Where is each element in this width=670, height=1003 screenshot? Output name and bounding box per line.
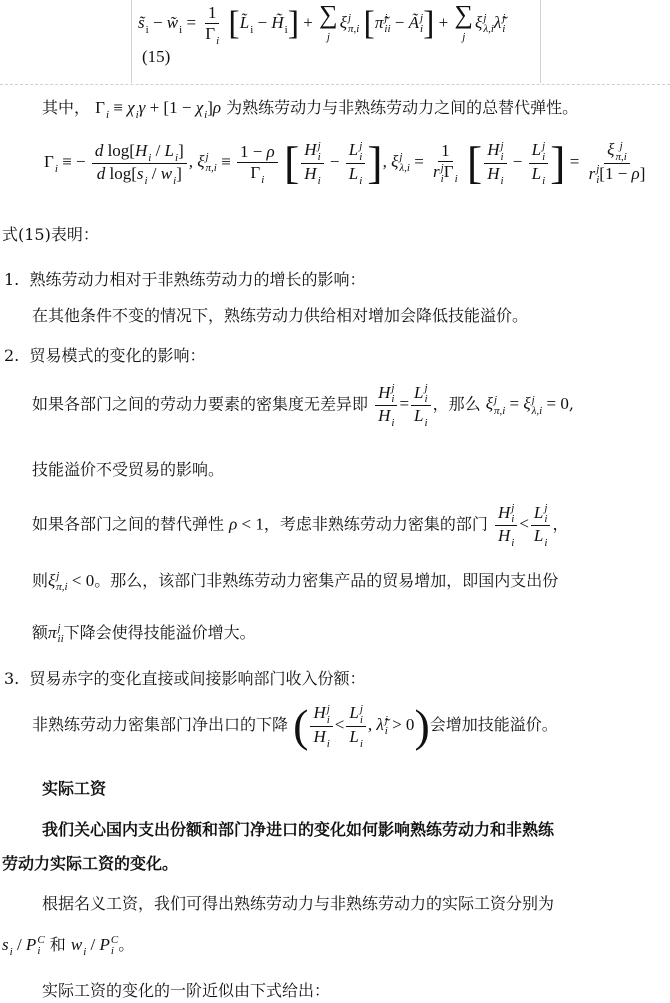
intensity-equal-formula: H j i $H_i$ = L j i $L_i$ xyxy=(373,394,432,413)
item-2-title-text: 贸易模式的变化的影响： xyxy=(29,346,206,365)
gamma-formula: $\Gamma_i \equiv \chi_i\gamma + [1 - \chi_i]\rho$ xyxy=(95,98,222,121)
equation-number: (15) xyxy=(142,47,171,66)
item-2-line-d-prefix: 额 xyxy=(32,623,49,642)
item-2-line-c xyxy=(32,568,558,593)
item-2-line-a-prefix: 如果各部门之间的劳动力要素的密集度无差异即 xyxy=(32,394,369,414)
item-2-line-a-mid: ，那么 xyxy=(432,394,481,414)
xi-zero-formula: ξ j π,i = ξ j λ,i = 0 xyxy=(485,393,569,417)
equation-box-left-border xyxy=(131,0,132,83)
item-3-number: 3. xyxy=(4,669,20,688)
section-para1-line-2 xyxy=(2,932,134,957)
rho-less-one: ρ < 1 xyxy=(229,514,264,534)
section-para1-and: 和 xyxy=(49,935,66,954)
item-2-title xyxy=(4,343,205,366)
gamma-suffix: 为熟练劳动力与非熟练劳动力之间的总替代弹性。 xyxy=(226,98,579,117)
unskilled-intensive-formula: H j i $H_i$ < L j i $L_i$ xyxy=(493,514,552,533)
skilled-real-wage: $s_i$ / P C i xyxy=(2,934,45,958)
section-bold-line-2: 劳动力实际工资的变化。 xyxy=(2,854,179,873)
unskilled-real-wage: $w_i$ / P C i xyxy=(70,934,119,958)
item-3-title xyxy=(4,666,365,689)
item-2-line-a: 如果各部门之间的劳动力要素的密集度无差异即 H j i $H_i$ = L j i $L_i$ ，那么 ξ j π,i = ξ j λ,i = 0, xyxy=(32,382,574,430)
gamma-prefix: 其中， xyxy=(42,98,91,117)
eq15-statement: 式(15)表明： xyxy=(2,225,99,244)
section-para1-end: 。 xyxy=(118,935,135,954)
equation-box-divider xyxy=(0,84,670,85)
gamma-xi-equation: $\Gamma_i$ ≡ − $\frac{d \log[H_i / L_i]}{d \log[s_i / w_i]}$ , ξ j π,i ≡ $\frac{1 - \rho}{\Gamma_i}$ [ H j i $H_i$ − L j i $L_i$ ], ξ j λ,i = 1 r j i $\Gamma_i$ [ H j i $H_i$ − L j i $L_i$ ] = ξ j π,i r j i [1 − ρ] xyxy=(44,137,646,188)
gamma-definition xyxy=(42,95,579,121)
item-2-number: 2. xyxy=(4,346,20,365)
item-1-number: 1. xyxy=(4,270,20,289)
item-2-line-c-prefix: 则 xyxy=(32,571,49,590)
item-1-title xyxy=(4,267,365,290)
item-3-body-prefix: 非熟练劳动力密集部门净出口的下降 xyxy=(32,714,289,734)
item-3-body xyxy=(32,700,558,751)
item-2-line-a-tail: 技能溢价不受贸易的影响。 xyxy=(32,460,225,479)
pi-ii-symbol: π j ii xyxy=(48,622,64,646)
item-2-line-b-mid: ，考虑非熟练劳动力密集的部门 xyxy=(263,514,488,534)
equation-15: $s̃_i$ − $w̃_i$ = $\frac{1}{\Gamma_i}$ [$L̃_i$ − $H̃_i$] + ∑ j ξ j π,i [π̃ j ii − Ã j i ] + ∑ j ξ j λ,i λ̃ j i xyxy=(138,0,506,47)
equation-box-right-border xyxy=(540,0,541,83)
item-2-line-c-text: 。那么，该部门非熟练劳动力密集产品的贸易增加，即国内支出份 xyxy=(94,571,559,590)
item-1-body: 在其他条件不变的情况下，熟练劳动力供给相对增加会降低技能溢价。 xyxy=(32,306,529,325)
xi-negative-formula: ξ j π,i < 0 xyxy=(48,570,95,594)
section-heading: 实际工资 xyxy=(42,779,107,798)
item-2-line-d-text: 下降会使得技能溢价增大。 xyxy=(63,623,256,642)
net-export-condition: ( H j i $H_i$ < L j i $L_i$ , λ̃ j i > 0) xyxy=(293,700,430,751)
section-para2: 实际工资的变化的一阶近似由下式给出： xyxy=(42,981,331,1000)
section-para1-line-1: 根据名义工资，我们可得出熟练劳动力与非熟练劳动力的实际工资分别为 xyxy=(42,894,555,913)
section-bold-line-1: 我们关心国内支出份额和部门净进口的变化如何影响熟练劳动力和非熟练 xyxy=(42,820,555,839)
item-2-line-d xyxy=(32,620,256,645)
item-3-body-suffix: 会增加技能溢价。 xyxy=(429,714,558,734)
item-3-title-text: 贸易赤字的变化直接或间接影响部门收入份额： xyxy=(29,669,366,688)
item-2-line-b: 如果各部门之间的替代弹性 ρ < 1，考虑非熟练劳动力密集的部门 H j i $H_i$ < L j i $L_i$ ， xyxy=(32,502,569,550)
item-1-title-text: 熟练劳动力相对于非熟练劳动力的增长的影响： xyxy=(29,270,366,289)
item-2-line-b-prefix: 如果各部门之间的替代弹性 xyxy=(32,514,225,534)
